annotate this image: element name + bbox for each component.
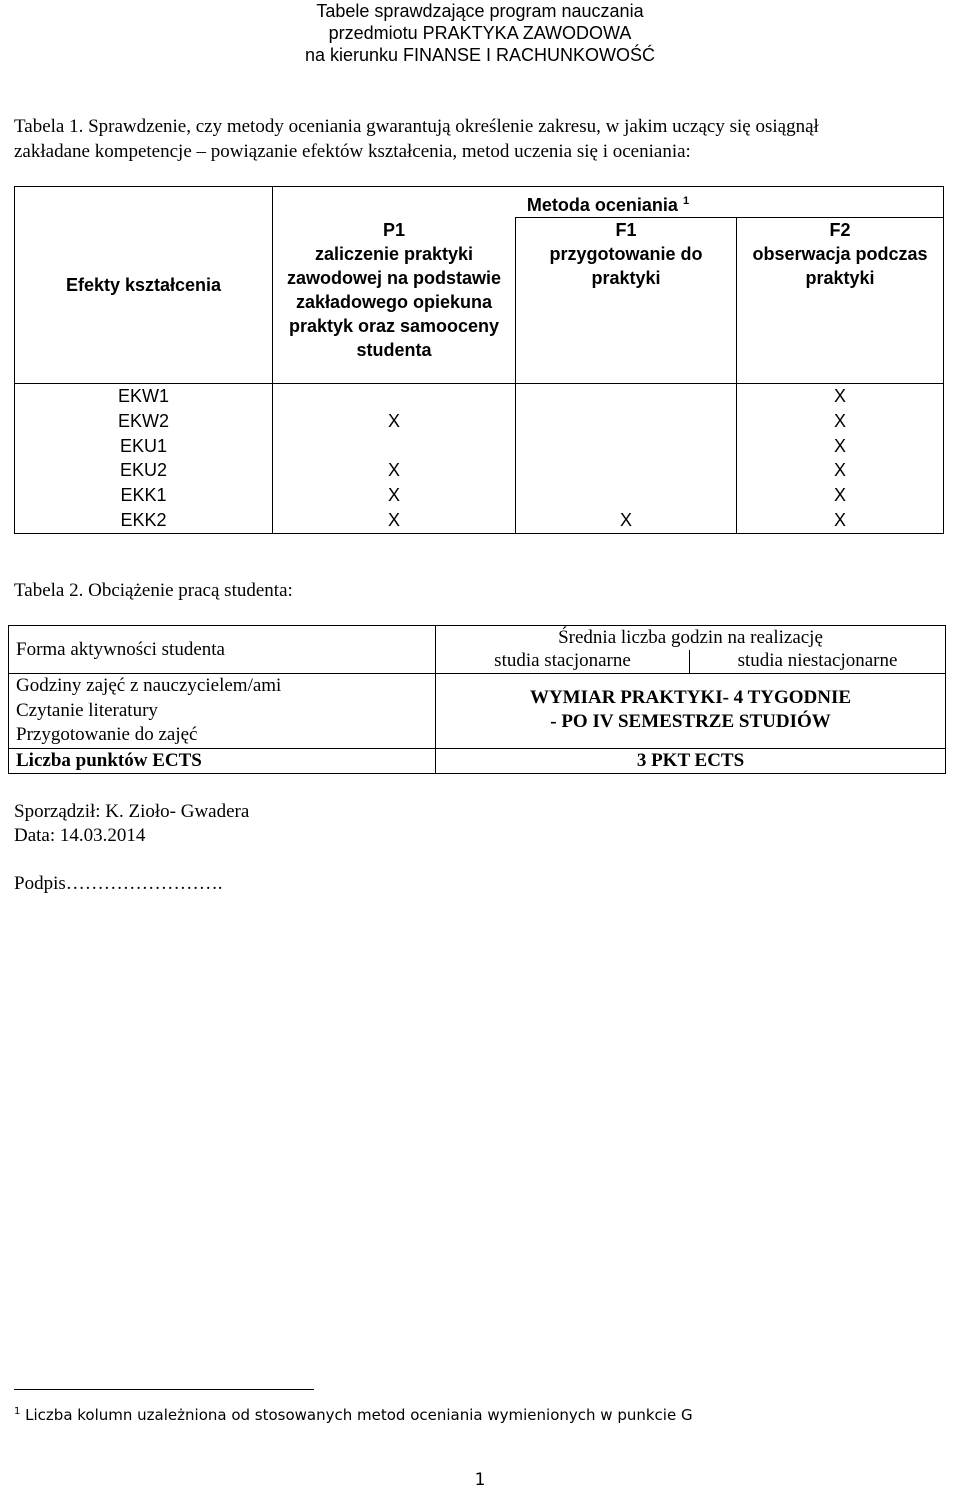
stationary-header: studia stacjonarne: [436, 650, 690, 674]
page-number: 1: [474, 1470, 486, 1490]
activity-item: Przygotowanie do zajęć: [16, 724, 198, 746]
method-f1-code: F1: [615, 220, 637, 240]
doc-title-line-1: Tabele sprawdzające program nauczania: [316, 1, 644, 21]
method-p1-desc-4: praktyk oraz samooceny: [288, 315, 500, 336]
method-p1-desc-1: zaliczenie praktyki: [314, 243, 474, 264]
row-label: EKK2: [15, 508, 273, 533]
cell-p1: X: [273, 458, 516, 483]
method-f2-desc-1: obserwacja podczas: [752, 244, 928, 264]
cell-f2: X: [737, 384, 944, 409]
ects-value: 3 PKT ECTS: [436, 749, 946, 774]
assessment-methods-table: [14, 186, 944, 534]
table-row: [15, 508, 944, 533]
cell-f2: X: [737, 409, 944, 434]
method-p1-desc-5: studenta: [356, 339, 432, 360]
practice-duration-line-2: - PO IV SEMESTRZE STUDIÓW: [550, 711, 831, 732]
method-f2-desc-2: praktyki: [805, 268, 875, 288]
cell-f1: [516, 409, 737, 434]
method-f1-desc-1: przygotowanie do: [549, 244, 703, 264]
table-row: [15, 483, 944, 508]
ects-label: Liczba punktów ECTS: [9, 749, 436, 774]
method-p1-header: [273, 218, 516, 384]
method-header-label: Metoda oceniania: [526, 195, 678, 215]
table-row: [15, 458, 944, 483]
activities-cell: [9, 674, 436, 749]
doc-title-line-3: na kierunku FINANSE I RACHUNKOWOŚĆ: [304, 45, 656, 65]
method-f2-header: [737, 218, 944, 384]
table2-caption-text: Tabela 2. Obciążenie pracą studenta:: [14, 580, 293, 601]
method-p1-code: P1: [382, 219, 406, 240]
table-row: [15, 384, 944, 409]
method-p1-desc-2: zawodowej na podstawie: [286, 267, 502, 288]
doc-title-line-2: przedmiotu PRAKTYKA ZAWODOWA: [328, 23, 632, 43]
table-row: [15, 434, 944, 459]
footnote-reference: 1: [682, 195, 690, 207]
cell-f1: [516, 384, 737, 409]
date-line: Data: 14.03.2014: [14, 825, 146, 846]
activity-header: [9, 626, 436, 674]
row-label: EKU1: [15, 434, 273, 459]
row-label: EKW2: [15, 409, 273, 434]
cell-p1: [273, 384, 516, 409]
hours-header: [436, 626, 946, 650]
method-f2-code: F2: [829, 220, 851, 240]
method-header: [273, 187, 944, 218]
nonstationary-header: studia niestacjonarne: [690, 650, 946, 674]
method-f1-desc-2: praktyki: [591, 268, 661, 288]
table1-caption-line-1: Tabela 1. Sprawdzenie, czy metody oceniania gwarantują określenie zakresu, w jakim uczący się osiągnął: [14, 116, 819, 137]
row-label: EKW1: [15, 384, 273, 409]
cell-p1: X: [273, 409, 516, 434]
cell-f1: [516, 434, 737, 459]
footnote-mark: 1: [14, 1406, 21, 1417]
cell-f1: [516, 483, 737, 508]
cell-p1: X: [273, 508, 516, 533]
cell-p1: [273, 434, 516, 459]
signature-line: Podpis…………………….: [14, 873, 223, 894]
activity-item: Czytanie literatury: [16, 699, 158, 721]
prepared-by: Sporządził: K. Zioło- Gwadera: [14, 801, 250, 822]
activity-item: Godziny zajęć z nauczycielem/ami: [16, 675, 282, 697]
workload-table: [8, 625, 946, 774]
cell-f2: X: [737, 458, 944, 483]
table-row: [15, 409, 944, 434]
footnote-text: Liczba kolumn uzależniona od stosowanych metod oceniania wymienionych w punkcie G: [25, 1406, 693, 1424]
footnote-separator: [14, 1389, 314, 1390]
practice-duration-cell: [436, 674, 946, 749]
method-p1-desc-3: zakładowego opiekuna: [295, 291, 493, 312]
cell-f2: X: [737, 483, 944, 508]
footnote: [14, 1401, 693, 1426]
table2-caption: [14, 579, 293, 603]
table1-caption-line-2: zakładane kompetencje – powiązanie efektów kształcenia, metod uczenia się i oceniania:: [14, 141, 691, 162]
activity-header-label: Forma aktywności studenta: [16, 638, 225, 660]
effects-header-label: Efekty kształcenia: [65, 275, 222, 295]
cell-f1: [516, 458, 737, 483]
effects-header: [15, 187, 273, 384]
method-f1-header: [516, 218, 737, 384]
cell-f1: X: [516, 508, 737, 533]
cell-f2: X: [737, 508, 944, 533]
cell-p1: X: [273, 483, 516, 508]
hours-header-label: Średnia liczba godzin na realizację: [558, 626, 823, 648]
row-label: EKU2: [15, 458, 273, 483]
cell-f2: X: [737, 434, 944, 459]
practice-duration-line-1: WYMIAR PRAKTYKI- 4 TYGODNIE: [529, 687, 852, 708]
row-label: EKK1: [15, 483, 273, 508]
